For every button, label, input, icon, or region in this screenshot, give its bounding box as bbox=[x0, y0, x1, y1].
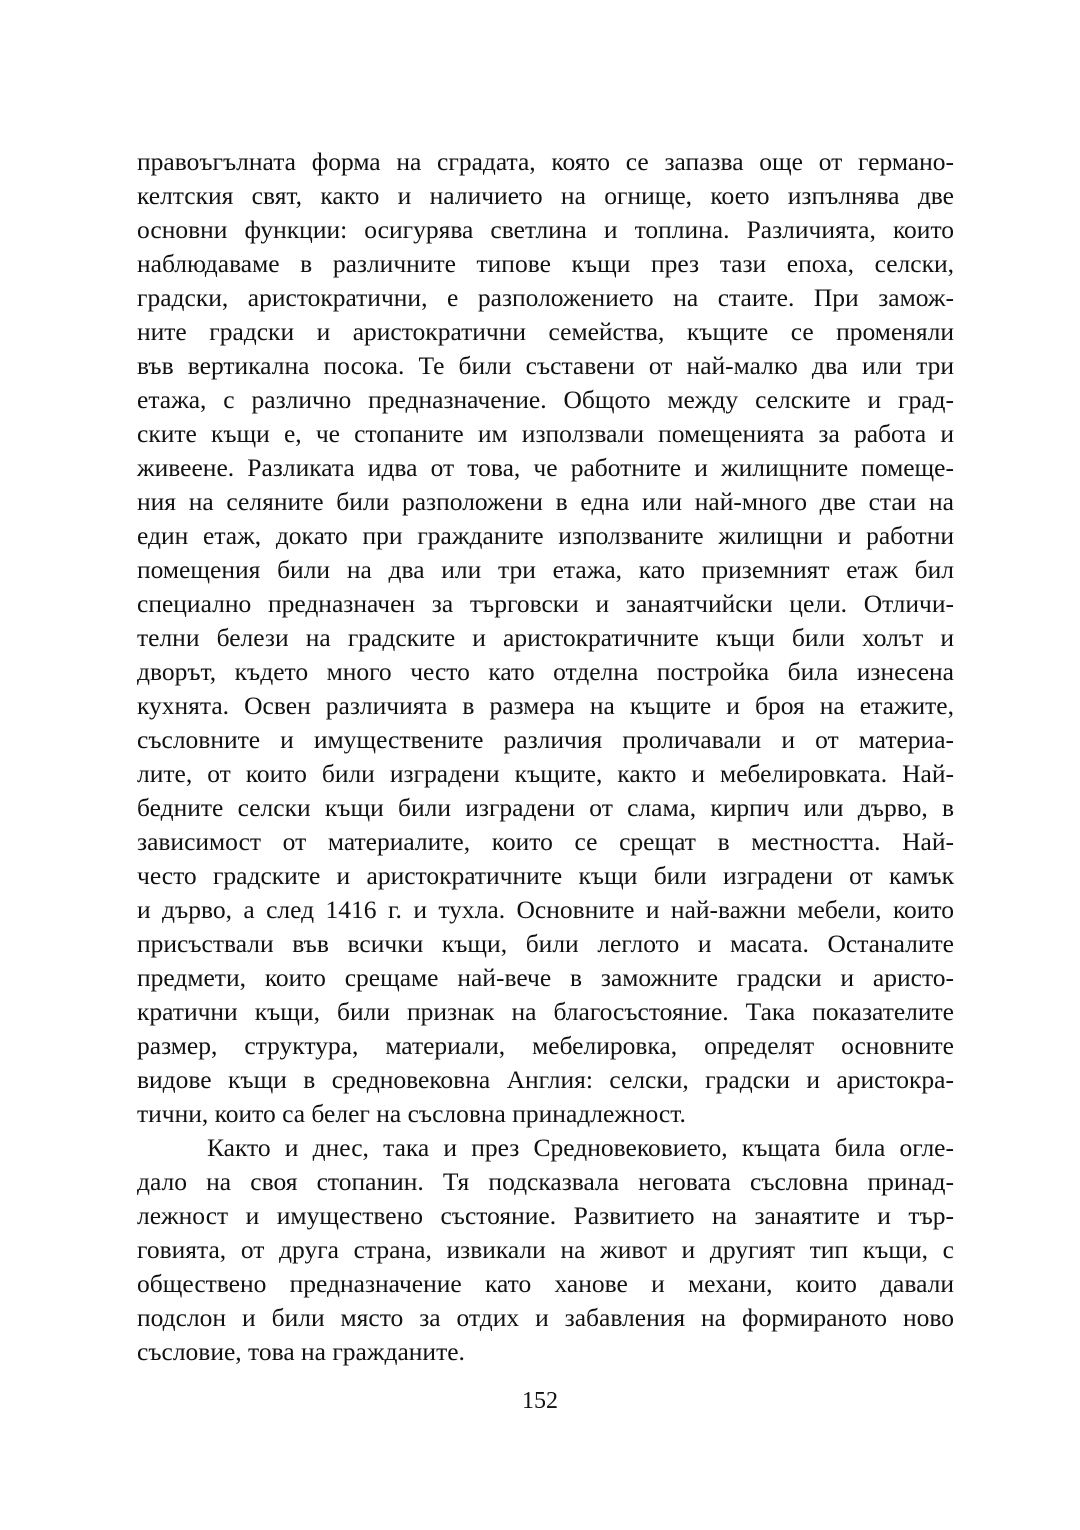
text-line: дало на своя стопанин. Тя подсказвала неговата съсловна принад- bbox=[137, 1167, 954, 1196]
text-line: наблюдаваме в различните типове къщи през тази епоха, селски, bbox=[137, 249, 954, 278]
text-line: един етаж, докато при гражданите използваните жилищни и работни bbox=[137, 521, 954, 550]
text-line: съсловните и имуществените различия проличавали и от материа- bbox=[137, 725, 954, 754]
text-line: видове къщи в средновековна Англия: селски, градски и аристокра- bbox=[137, 1065, 954, 1094]
text-line: присъствали във всички къщи, били леглото и масата. Останалите bbox=[137, 929, 954, 958]
text-line: дворът, където много често като отделна постройка била изнесена bbox=[137, 657, 954, 686]
text-line: тични, които са белег на съсловна принадлежност. bbox=[137, 1099, 686, 1128]
text-line: зависимост от материалите, които се срещат в местността. Най- bbox=[137, 827, 954, 856]
text-line: специално предназначен за търговски и занаятчийски цели. Отличи- bbox=[137, 589, 954, 618]
text-line: бедните селски къщи били изградени от слама, кирпич или дърво, в bbox=[137, 793, 954, 822]
text-line: ните градски и аристократични семейства, къщите се променяли bbox=[137, 317, 954, 346]
body-text bbox=[137, 145, 954, 1369]
text-line: кухнята. Освен различията в размера на къщите и броя на етажите, bbox=[137, 691, 954, 720]
text-line: етажа, с различно предназначение. Общото между селските и град- bbox=[137, 385, 954, 414]
paragraph-2 bbox=[137, 1131, 954, 1369]
text-line: основни функции: осигурява светлина и топлина. Различията, които bbox=[137, 215, 954, 244]
text-line: лите, от които били изградени къщите, както и мебелировката. Най- bbox=[137, 759, 954, 788]
text-line: говията, от друга страна, извикали на живот и другият тип къщи, с bbox=[137, 1235, 954, 1264]
text-line: правоъгълната форма на сградата, която се запазва още от германо- bbox=[137, 147, 954, 176]
page-number: 152 bbox=[522, 1388, 558, 1414]
text-line: във вертикална посока. Те били съставени от най-малко два или три bbox=[137, 351, 954, 380]
text-line: градски, аристократични, е разположението на стаите. При замож- bbox=[137, 283, 954, 312]
text-line: и дърво, а след 1416 г. и тухла. Основните и най-важни мебели, които bbox=[137, 895, 954, 924]
text-line: лежност и имуществено състояние. Развитието на занаятите и тър- bbox=[137, 1201, 954, 1230]
text-line: обществено предназначение като ханове и механи, които давали bbox=[137, 1269, 954, 1298]
text-line: телни белези на градските и аристократичните къщи били холът и bbox=[137, 623, 954, 652]
text-line: често градските и аристократичните къщи били изградени от камък bbox=[137, 861, 954, 890]
text-line: съсловие, това на гражданите. bbox=[137, 1337, 465, 1366]
text-line: Както и днес, така и през Средновековието, къщата била огле- bbox=[207, 1133, 954, 1162]
text-line: подслон и били място за отдих и забавления на формираното ново bbox=[137, 1303, 954, 1332]
paragraph-1 bbox=[137, 145, 954, 1131]
text-line: кратични къщи, били признак на благосъстояние. Така показателите bbox=[137, 997, 954, 1026]
text-line: келтския свят, както и наличието на огнище, което изпълнява две bbox=[137, 181, 954, 210]
text-line: помещения били на два или три етажа, като приземният етаж бил bbox=[137, 555, 954, 584]
text-line: живеене. Разликата идва от това, че работните и жилищните помеще- bbox=[137, 453, 954, 482]
text-line: предмети, които срещаме най-вече в заможните градски и аристо- bbox=[137, 963, 954, 992]
text-line: ските къщи е, че стопаните им използвали помещенията за работа и bbox=[137, 419, 954, 448]
text-line: ния на селяните били разположени в една или най-много две стаи на bbox=[137, 487, 954, 516]
text-line: размер, структура, материали, мебелировка, определят основните bbox=[137, 1031, 954, 1060]
